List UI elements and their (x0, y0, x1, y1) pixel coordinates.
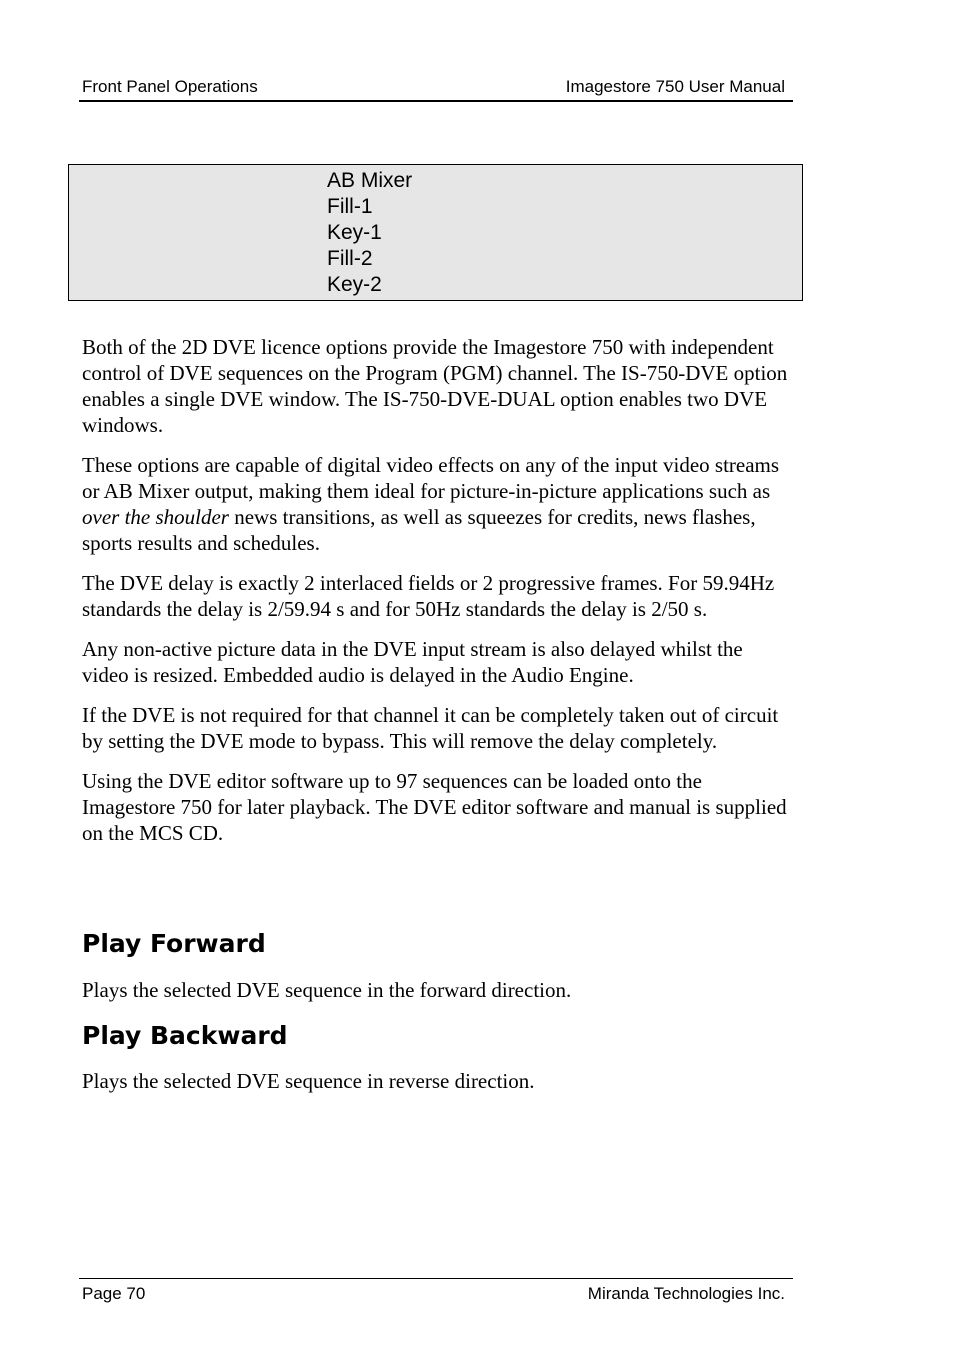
page-number: Page 70 (82, 1284, 146, 1303)
body-text (82, 334, 794, 860)
paragraph-bypass: If the DVE is not required for that channel it can be completely taken out of circuit by setting the DVE mode to bypass. This will remove the delay completely. (82, 703, 779, 753)
heading-play-forward: Play Forward (82, 929, 266, 958)
option-item: Fill-2 (327, 247, 373, 270)
heading-play-backward: Play Backward (82, 1021, 288, 1050)
company-name: Miranda Technologies Inc. (587, 1284, 785, 1303)
input-options-box (68, 164, 803, 301)
input-options-list (327, 168, 412, 298)
header-section-title: Front Panel Operations (82, 77, 258, 96)
text-play-forward: Plays the selected DVE sequence in the forward direction. (82, 978, 572, 1002)
paragraph-dve-editor: Using the DVE editor software up to 97 sequences can be loaded onto the Imagestore 750 for later playback. The DVE editor software and manual is supplied on the MCS CD. (82, 769, 787, 845)
option-item: Key-1 (327, 221, 382, 244)
option-item: Fill-1 (327, 195, 373, 218)
option-item: AB Mixer (327, 169, 413, 192)
paragraph-dve-delay: The DVE delay is exactly 2 interlaced fields or 2 progressive frames. For 59.94Hz standards the delay is 2/59.94 s and for 50Hz standards the delay is 2/50 s. (82, 571, 775, 621)
paragraph-non-active-data: Any non-active picture data in the DVE input stream is also delayed whilst the video is resized. Embedded audio is delayed in the Audio Engine. (82, 637, 743, 687)
text-play-backward: Plays the selected DVE sequence in reverse direction. (82, 1069, 535, 1093)
paragraph-dve-effects: These options are capable of digital video effects on any of the input video streams or AB Mixer output, making them ideal for picture-in-picture applications such as over the shoulder news transitions, as well as squeezes for credits, news flashes, sports results and schedules. (82, 453, 780, 555)
header-manual-title: Imagestore 750 User Manual (565, 77, 785, 96)
page-header (79, 76, 793, 102)
option-item: Key-2 (327, 273, 382, 296)
page-footer (79, 1278, 793, 1309)
italic-phrase: over the shoulder (82, 505, 229, 529)
paragraph-dve-licence: Both of the 2D DVE licence options provide the Imagestore 750 with independent control of DVE sequences on the Program (PGM) channel. The IS-750-DVE option enables a single DVE window. The IS-750-DVE-DUAL option enables two DVE windows. (82, 335, 788, 437)
